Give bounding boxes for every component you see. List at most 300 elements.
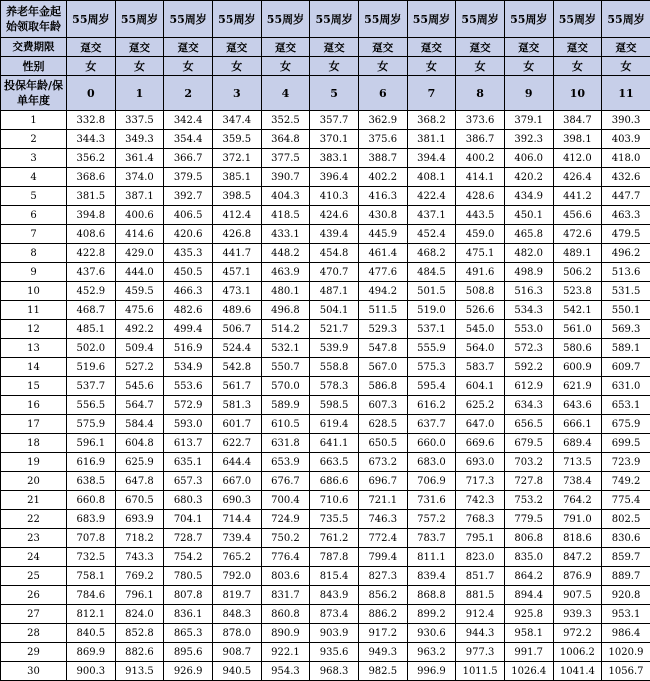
policy-year-cell: 29: [1, 643, 67, 662]
value-cell: 373.6: [456, 111, 505, 130]
value-cell: 484.5: [407, 263, 456, 282]
value-cell: 492.2: [115, 320, 164, 339]
value-cell: 477.6: [358, 263, 407, 282]
value-cell: 675.9: [602, 415, 650, 434]
value-cell: 882.6: [115, 643, 164, 662]
value-cell: 647.8: [115, 472, 164, 491]
table-row: [1, 187, 650, 206]
value-cell: 435.3: [164, 244, 213, 263]
table-row: [1, 149, 650, 168]
value-cell: 398.5: [212, 187, 261, 206]
policy-year-cell: 6: [1, 206, 67, 225]
value-cell: 689.4: [553, 434, 602, 453]
value-cell: 917.2: [358, 624, 407, 643]
value-cell: 454.8: [310, 244, 359, 263]
value-cell: 589.9: [261, 396, 310, 415]
value-cell: 561.7: [212, 377, 261, 396]
value-cell: 930.6: [407, 624, 456, 643]
gender-cell: 女: [602, 57, 650, 76]
value-cell: 670.5: [115, 491, 164, 510]
value-cell: 852.8: [115, 624, 164, 643]
value-cell: 925.8: [504, 605, 553, 624]
value-cell: 593.0: [164, 415, 213, 434]
value-cell: 735.5: [310, 510, 359, 529]
value-cell: 381.5: [67, 187, 116, 206]
value-cell: 707.8: [67, 529, 116, 548]
value-cell: 364.8: [261, 130, 310, 149]
value-cell: 754.2: [164, 548, 213, 567]
value-cell: 693.9: [115, 510, 164, 529]
start-age-cell: 55周岁: [261, 1, 310, 38]
value-cell: 713.5: [553, 453, 602, 472]
policy-year-cell: 4: [1, 168, 67, 187]
value-cell: 332.8: [67, 111, 116, 130]
value-cell: 644.4: [212, 453, 261, 472]
value-cell: 526.6: [456, 301, 505, 320]
value-cell: 1006.2: [553, 643, 602, 662]
policy-year-cell: 2: [1, 130, 67, 149]
value-cell: 545.6: [115, 377, 164, 396]
value-cell: 731.6: [407, 491, 456, 510]
start-age-cell: 55周岁: [358, 1, 407, 38]
value-cell: 986.4: [602, 624, 650, 643]
value-cell: 394.8: [67, 206, 116, 225]
policy-year-cell: 15: [1, 377, 67, 396]
value-cell: 749.2: [602, 472, 650, 491]
value-cell: 859.7: [602, 548, 650, 567]
value-cell: 366.7: [164, 149, 213, 168]
value-cell: 982.5: [358, 662, 407, 681]
value-cell: 653.9: [261, 453, 310, 472]
value-cell: 494.2: [358, 282, 407, 301]
insured-age-cell: 6: [358, 76, 407, 111]
value-cell: 600.9: [553, 358, 602, 377]
payment-term-cell: 趸交: [456, 38, 505, 57]
value-cell: 534.9: [164, 358, 213, 377]
value-cell: 513.6: [602, 263, 650, 282]
value-cell: 824.0: [115, 605, 164, 624]
value-cell: 463.9: [261, 263, 310, 282]
value-cell: 452.4: [407, 225, 456, 244]
value-cell: 584.4: [115, 415, 164, 434]
value-cell: 414.6: [115, 225, 164, 244]
value-cell: 443.5: [456, 206, 505, 225]
value-cell: 847.2: [553, 548, 602, 567]
value-cell: 482.0: [504, 244, 553, 263]
table-row: [1, 130, 650, 149]
value-cell: 895.6: [164, 643, 213, 662]
value-cell: 703.2: [504, 453, 553, 472]
value-cell: 450.5: [164, 263, 213, 282]
value-cell: 420.2: [504, 168, 553, 187]
value-cell: 869.9: [67, 643, 116, 662]
value-cell: 553.0: [504, 320, 553, 339]
value-cell: 398.1: [553, 130, 602, 149]
gender-cell: 女: [358, 57, 407, 76]
value-cell: 406.5: [164, 206, 213, 225]
value-cell: 908.7: [212, 643, 261, 662]
value-cell: 638.5: [67, 472, 116, 491]
value-cell: 479.5: [602, 225, 650, 244]
value-cell: 386.7: [456, 130, 505, 149]
start-age-cell: 55周岁: [310, 1, 359, 38]
policy-year-cell: 8: [1, 244, 67, 263]
value-cell: 390.3: [602, 111, 650, 130]
value-cell: 480.1: [261, 282, 310, 301]
value-cell: 1026.4: [504, 662, 553, 681]
policy-year-cell: 13: [1, 339, 67, 358]
value-cell: 342.4: [164, 111, 213, 130]
value-cell: 635.1: [164, 453, 213, 472]
value-cell: 424.6: [310, 206, 359, 225]
policy-year-cell: 19: [1, 453, 67, 472]
table-row: [1, 358, 650, 377]
value-cell: 529.3: [358, 320, 407, 339]
insured-age-cell: 11: [602, 76, 650, 111]
value-cell: 532.1: [261, 339, 310, 358]
value-cell: 721.1: [358, 491, 407, 510]
value-cell: 700.4: [261, 491, 310, 510]
value-cell: 912.4: [456, 605, 505, 624]
value-cell: 718.2: [115, 529, 164, 548]
value-cell: 542.8: [212, 358, 261, 377]
value-cell: 592.2: [504, 358, 553, 377]
value-cell: 422.8: [67, 244, 116, 263]
value-cell: 864.2: [504, 567, 553, 586]
value-cell: 441.7: [212, 244, 261, 263]
payment-term-cell: 趸交: [310, 38, 359, 57]
value-cell: 913.5: [115, 662, 164, 681]
value-cell: 491.6: [456, 263, 505, 282]
value-cell: 437.1: [407, 206, 456, 225]
value-cell: 387.1: [115, 187, 164, 206]
value-cell: 420.6: [164, 225, 213, 244]
value-cell: 714.4: [212, 510, 261, 529]
value-cell: 856.2: [358, 586, 407, 605]
value-cell: 511.5: [358, 301, 407, 320]
value-cell: 567.0: [358, 358, 407, 377]
value-cell: 784.6: [67, 586, 116, 605]
value-cell: 595.4: [407, 377, 456, 396]
value-cell: 769.2: [115, 567, 164, 586]
gender-cell: 女: [261, 57, 310, 76]
insured-age-cell: 3: [212, 76, 261, 111]
value-cell: 575.9: [67, 415, 116, 434]
value-cell: 827.3: [358, 567, 407, 586]
value-cell: 972.2: [553, 624, 602, 643]
value-cell: 468.7: [67, 301, 116, 320]
value-cell: 667.0: [212, 472, 261, 491]
table-row: [1, 244, 650, 263]
value-cell: 831.7: [261, 586, 310, 605]
value-cell: 1041.4: [553, 662, 602, 681]
value-cell: 400.6: [115, 206, 164, 225]
value-cell: 499.4: [164, 320, 213, 339]
value-cell: 472.6: [553, 225, 602, 244]
value-cell: 807.8: [164, 586, 213, 605]
value-cell: 580.6: [553, 339, 602, 358]
value-cell: 459.5: [115, 282, 164, 301]
value-cell: 886.2: [358, 605, 407, 624]
value-cell: 757.2: [407, 510, 456, 529]
policy-year-cell: 27: [1, 605, 67, 624]
value-cell: 683.9: [67, 510, 116, 529]
start-age-cell: 55周岁: [602, 1, 650, 38]
value-cell: 501.5: [407, 282, 456, 301]
value-cell: 359.5: [212, 130, 261, 149]
value-cell: 783.7: [407, 529, 456, 548]
value-cell: 806.8: [504, 529, 553, 548]
value-cell: 1011.5: [456, 662, 505, 681]
gender-cell: 女: [164, 57, 213, 76]
value-cell: 572.9: [164, 396, 213, 415]
gender-cell: 女: [67, 57, 116, 76]
value-cell: 465.8: [504, 225, 553, 244]
value-cell: 963.2: [407, 643, 456, 662]
value-cell: 349.3: [115, 130, 164, 149]
value-cell: 412.4: [212, 206, 261, 225]
value-cell: 354.4: [164, 130, 213, 149]
insured-age-cell: 8: [456, 76, 505, 111]
value-cell: 516.3: [504, 282, 553, 301]
table-row: [1, 282, 650, 301]
value-cell: 830.6: [602, 529, 650, 548]
insured-age-cell: 4: [261, 76, 310, 111]
value-cell: 683.0: [407, 453, 456, 472]
value-cell: 558.8: [310, 358, 359, 377]
value-cell: 920.8: [602, 586, 650, 605]
value-cell: 775.4: [602, 491, 650, 510]
policy-year-cell: 20: [1, 472, 67, 491]
value-cell: 792.0: [212, 567, 261, 586]
header-row-start-age: [1, 1, 650, 38]
value-cell: 456.6: [553, 206, 602, 225]
start-age-cell: 55周岁: [553, 1, 602, 38]
value-cell: 940.5: [212, 662, 261, 681]
value-cell: 362.9: [358, 111, 407, 130]
value-cell: 625.9: [115, 453, 164, 472]
value-cell: 666.1: [553, 415, 602, 434]
start-age-cell: 55周岁: [67, 1, 116, 38]
value-cell: 470.7: [310, 263, 359, 282]
payment-term-cell: 趸交: [115, 38, 164, 57]
value-cell: 768.3: [456, 510, 505, 529]
value-cell: 524.4: [212, 339, 261, 358]
value-cell: 392.7: [164, 187, 213, 206]
table-row: [1, 225, 650, 244]
value-cell: 604.1: [456, 377, 505, 396]
value-cell: 542.1: [553, 301, 602, 320]
policy-year-cell: 14: [1, 358, 67, 377]
value-cell: 693.0: [456, 453, 505, 472]
value-cell: 489.1: [553, 244, 602, 263]
value-cell: 622.7: [212, 434, 261, 453]
value-cell: 660.0: [407, 434, 456, 453]
value-cell: 860.8: [261, 605, 310, 624]
value-cell: 878.0: [212, 624, 261, 643]
value-cell: 750.2: [261, 529, 310, 548]
value-cell: 352.5: [261, 111, 310, 130]
table-row: [1, 586, 650, 605]
value-cell: 851.7: [456, 567, 505, 586]
value-cell: 545.0: [456, 320, 505, 339]
value-cell: 416.3: [358, 187, 407, 206]
value-cell: 811.1: [407, 548, 456, 567]
value-cell: 779.5: [504, 510, 553, 529]
policy-year-cell: 17: [1, 415, 67, 434]
value-cell: 356.2: [67, 149, 116, 168]
value-cell: 612.9: [504, 377, 553, 396]
policy-year-cell: 5: [1, 187, 67, 206]
value-cell: 377.5: [261, 149, 310, 168]
value-cell: 384.7: [553, 111, 602, 130]
policy-year-cell: 10: [1, 282, 67, 301]
value-cell: 433.1: [261, 225, 310, 244]
value-cell: 429.0: [115, 244, 164, 263]
policy-year-cell: 28: [1, 624, 67, 643]
value-cell: 765.2: [212, 548, 261, 567]
value-cell: 447.7: [602, 187, 650, 206]
insured-age-cell: 7: [407, 76, 456, 111]
value-cell: 439.4: [310, 225, 359, 244]
value-cell: 523.8: [553, 282, 602, 301]
value-cell: 394.4: [407, 149, 456, 168]
gender-cell: 女: [504, 57, 553, 76]
value-cell: 402.2: [358, 168, 407, 187]
value-cell: 723.9: [602, 453, 650, 472]
value-cell: 504.1: [310, 301, 359, 320]
value-cell: 434.9: [504, 187, 553, 206]
table-row: [1, 529, 650, 548]
value-cell: 660.8: [67, 491, 116, 510]
value-cell: 761.2: [310, 529, 359, 548]
value-cell: 509.4: [115, 339, 164, 358]
value-cell: 463.3: [602, 206, 650, 225]
insured-age-cell: 0: [67, 76, 116, 111]
start-age-cell: 55周岁: [456, 1, 505, 38]
policy-year-cell: 12: [1, 320, 67, 339]
value-cell: 485.1: [67, 320, 116, 339]
value-cell: 724.9: [261, 510, 310, 529]
table-row: [1, 472, 650, 491]
value-cell: 604.8: [115, 434, 164, 453]
value-cell: 581.3: [212, 396, 261, 415]
value-cell: 746.3: [358, 510, 407, 529]
start-age-cell: 55周岁: [504, 1, 553, 38]
value-cell: 437.6: [67, 263, 116, 282]
gender-cell: 女: [212, 57, 261, 76]
value-cell: 935.6: [310, 643, 359, 662]
table-row: [1, 111, 650, 130]
table-row: [1, 206, 650, 225]
value-cell: 616.2: [407, 396, 456, 415]
policy-year-cell: 21: [1, 491, 67, 510]
payment-term-cell: 趸交: [164, 38, 213, 57]
insured-age-cell: 5: [310, 76, 359, 111]
value-cell: 621.9: [553, 377, 602, 396]
gender-cell: 女: [310, 57, 359, 76]
policy-year-cell: 9: [1, 263, 67, 282]
value-cell: 922.1: [261, 643, 310, 662]
value-cell: 968.3: [310, 662, 359, 681]
value-cell: 717.3: [456, 472, 505, 491]
value-cell: 609.7: [602, 358, 650, 377]
value-cell: 696.7: [358, 472, 407, 491]
value-cell: 868.8: [407, 586, 456, 605]
start-age-cell: 55周岁: [164, 1, 213, 38]
value-cell: 799.4: [358, 548, 407, 567]
value-cell: 657.3: [164, 472, 213, 491]
policy-year-cell: 18: [1, 434, 67, 453]
value-cell: 843.9: [310, 586, 359, 605]
value-cell: 796.1: [115, 586, 164, 605]
value-cell: 396.4: [310, 168, 359, 187]
value-cell: 876.9: [553, 567, 602, 586]
insured-age-cell: 10: [553, 76, 602, 111]
gender-cell: 女: [553, 57, 602, 76]
value-cell: 686.6: [310, 472, 359, 491]
value-cell: 473.1: [212, 282, 261, 301]
payment-term-cell: 趸交: [261, 38, 310, 57]
value-cell: 457.1: [212, 263, 261, 282]
value-cell: 487.1: [310, 282, 359, 301]
table-row: [1, 377, 650, 396]
policy-year-cell: 7: [1, 225, 67, 244]
value-cell: 589.1: [602, 339, 650, 358]
value-cell: 650.5: [358, 434, 407, 453]
value-cell: 496.2: [602, 244, 650, 263]
value-cell: 727.8: [504, 472, 553, 491]
value-cell: 519.6: [67, 358, 116, 377]
value-cell: 625.2: [456, 396, 505, 415]
value-cell: 570.0: [261, 377, 310, 396]
value-cell: 372.1: [212, 149, 261, 168]
value-cell: 758.1: [67, 567, 116, 586]
gender-cell: 女: [115, 57, 164, 76]
payment-term-cell: 趸交: [212, 38, 261, 57]
value-cell: 506.2: [553, 263, 602, 282]
policy-year-cell: 11: [1, 301, 67, 320]
policy-year-cell: 24: [1, 548, 67, 567]
value-cell: 673.2: [358, 453, 407, 472]
value-cell: 428.6: [456, 187, 505, 206]
payment-term-cell: 趸交: [602, 38, 650, 57]
value-cell: 939.3: [553, 605, 602, 624]
value-cell: 583.7: [456, 358, 505, 377]
value-cell: 643.6: [553, 396, 602, 415]
value-cell: 418.5: [261, 206, 310, 225]
value-cell: 388.7: [358, 149, 407, 168]
value-cell: 958.1: [504, 624, 553, 643]
value-cell: 743.3: [115, 548, 164, 567]
policy-year-cell: 1: [1, 111, 67, 130]
value-cell: 607.3: [358, 396, 407, 415]
value-cell: 564.0: [456, 339, 505, 358]
value-cell: 690.3: [212, 491, 261, 510]
value-cell: 742.3: [456, 491, 505, 510]
value-cell: 441.2: [553, 187, 602, 206]
value-cell: 414.1: [456, 168, 505, 187]
value-cell: 676.7: [261, 472, 310, 491]
header-row-insured-age: [1, 76, 650, 111]
value-cell: 653.1: [602, 396, 650, 415]
value-cell: 823.0: [456, 548, 505, 567]
payment-term-cell: 趸交: [358, 38, 407, 57]
value-cell: 537.7: [67, 377, 116, 396]
value-cell: 502.0: [67, 339, 116, 358]
value-cell: 385.1: [212, 168, 261, 187]
value-cell: 432.6: [602, 168, 650, 187]
